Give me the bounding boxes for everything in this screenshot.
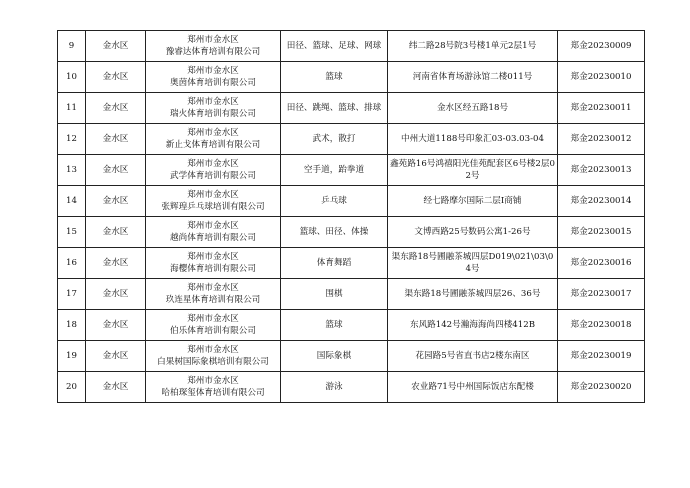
organization-line-2: 伯乐体育培训有限公司: [170, 326, 256, 336]
organization-line-1: 郑州市金水区: [187, 283, 239, 293]
organization-line-1: 郑州市金水区: [187, 314, 239, 324]
license-cell: 郑金20230009: [558, 31, 645, 62]
row-number-cell: 17: [58, 279, 86, 310]
sports-cell: 武术，散打: [281, 124, 388, 155]
license-cell: 郑金20230011: [558, 93, 645, 124]
address-cell: 纬二路28号院3号楼1单元2层1号: [388, 31, 558, 62]
organization-line-1: 郑州市金水区: [187, 221, 239, 231]
table-row: [58, 124, 645, 155]
row-number-cell: 13: [58, 155, 86, 186]
row-number-cell: 18: [58, 310, 86, 341]
sports-cell: 空手道，跆拳道: [281, 155, 388, 186]
license-cell: 郑金20230018: [558, 310, 645, 341]
license-cell: 郑金20230012: [558, 124, 645, 155]
row-number-cell: 11: [58, 93, 86, 124]
organization-line-1: 郑州市金水区: [187, 345, 239, 355]
organization-cell: [146, 62, 281, 93]
district-cell: 金水区: [86, 93, 146, 124]
district-cell: 金水区: [86, 248, 146, 279]
document-page: [57, 30, 644, 403]
row-number-cell: 20: [58, 372, 86, 403]
address-cell: 鑫苑路16号鸿禧阳光佳苑配套区6号楼2层02号: [388, 155, 558, 186]
organization-line-1: 郑州市金水区: [187, 376, 239, 386]
organization-line-2: 哈柏琛玺体育培训有限公司: [161, 388, 265, 398]
organization-cell: [146, 310, 281, 341]
row-number-cell: 15: [58, 217, 86, 248]
sports-cell: 乒乓球: [281, 186, 388, 217]
district-cell: 金水区: [86, 279, 146, 310]
sports-cell: 田径、跳绳、篮球、排球: [281, 93, 388, 124]
organization-line-2: 新止戈体育培训有限公司: [165, 140, 261, 150]
address-cell: 农业路71号中州国际饭店东配楼: [388, 372, 558, 403]
sports-cell: 围棋: [281, 279, 388, 310]
organization-cell: [146, 93, 281, 124]
table-row: [58, 279, 645, 310]
address-cell: 渠东路18号圃融茶城四层D019\021\03\04号: [388, 248, 558, 279]
row-number-cell: 14: [58, 186, 86, 217]
table-row: [58, 372, 645, 403]
organization-line-1: 郑州市金水区: [187, 252, 239, 262]
organization-line-2: 张辉瑝乒乓球培训有限公司: [161, 202, 265, 212]
row-number-cell: 9: [58, 31, 86, 62]
license-cell: 郑金20230017: [558, 279, 645, 310]
row-number-cell: 16: [58, 248, 86, 279]
sports-cell: 篮球: [281, 310, 388, 341]
organization-cell: [146, 155, 281, 186]
table-row: [58, 341, 645, 372]
district-cell: 金水区: [86, 31, 146, 62]
organization-line-2: 越尚体育培训有限公司: [170, 233, 256, 243]
organization-cell: [146, 186, 281, 217]
registry-table-body: [58, 31, 645, 403]
license-cell: 郑金20230015: [558, 217, 645, 248]
table-row: [58, 155, 645, 186]
registry-table: [57, 30, 645, 403]
organization-cell: [146, 248, 281, 279]
organization-cell: [146, 124, 281, 155]
district-cell: 金水区: [86, 372, 146, 403]
table-row: [58, 31, 645, 62]
address-cell: 中州大道1188号印象汇03-03.03-04: [388, 124, 558, 155]
district-cell: 金水区: [86, 155, 146, 186]
license-cell: 郑金20230014: [558, 186, 645, 217]
organization-cell: [146, 341, 281, 372]
row-number-cell: 12: [58, 124, 86, 155]
table-row: [58, 217, 645, 248]
sports-cell: 篮球、田径、体操: [281, 217, 388, 248]
sports-cell: 游泳: [281, 372, 388, 403]
address-cell: 经七路摩尔国际二层I商铺: [388, 186, 558, 217]
row-number-cell: 19: [58, 341, 86, 372]
organization-line-2: 玖连星体育培训有限公司: [165, 295, 261, 305]
organization-line-1: 郑州市金水区: [187, 66, 239, 76]
sports-cell: 国际象棋: [281, 341, 388, 372]
district-cell: 金水区: [86, 341, 146, 372]
organization-line-1: 郑州市金水区: [187, 97, 239, 107]
organization-cell: [146, 31, 281, 62]
organization-line-2: 瑞火体育培训有限公司: [170, 109, 256, 119]
license-cell: 郑金20230019: [558, 341, 645, 372]
address-cell: 金水区经五路18号: [388, 93, 558, 124]
address-cell: 河南省体育场游泳馆二楼011号: [388, 62, 558, 93]
organization-cell: [146, 217, 281, 248]
district-cell: 金水区: [86, 186, 146, 217]
license-cell: 郑金20230013: [558, 155, 645, 186]
table-row: [58, 186, 645, 217]
organization-line-1: 郑州市金水区: [187, 159, 239, 169]
district-cell: 金水区: [86, 217, 146, 248]
organization-line-2: 海樱体育培训有限公司: [170, 264, 256, 274]
address-cell: 花园路5号省直书店2楼东南区: [388, 341, 558, 372]
district-cell: 金水区: [86, 124, 146, 155]
district-cell: 金水区: [86, 310, 146, 341]
license-cell: 郑金20230016: [558, 248, 645, 279]
organization-line-2: 白果树国际象棋培训有限公司: [157, 357, 269, 367]
license-cell: 郑金20230010: [558, 62, 645, 93]
organization-line-1: 郑州市金水区: [187, 35, 239, 45]
organization-line-2: 武学体育培训有限公司: [170, 171, 256, 181]
table-row: [58, 93, 645, 124]
organization-cell: [146, 372, 281, 403]
sports-cell: 篮球: [281, 62, 388, 93]
table-row: [58, 248, 645, 279]
table-row: [58, 62, 645, 93]
organization-line-1: 郑州市金水区: [187, 190, 239, 200]
row-number-cell: 10: [58, 62, 86, 93]
table-row: [58, 310, 645, 341]
address-cell: 东风路142号瀚海海尚四楼412B: [388, 310, 558, 341]
address-cell: 渠东路18号圃融茶城四层26、36号: [388, 279, 558, 310]
sports-cell: 体育舞蹈: [281, 248, 388, 279]
sports-cell: 田径、篮球、足球、网球: [281, 31, 388, 62]
organization-line-2: 豫睿达体育培训有限公司: [165, 47, 261, 57]
organization-line-1: 郑州市金水区: [187, 128, 239, 138]
license-cell: 郑金20230020: [558, 372, 645, 403]
district-cell: 金水区: [86, 62, 146, 93]
address-cell: 文博西路25号数码公寓1-26号: [388, 217, 558, 248]
organization-line-2: 奥茵体育培训有限公司: [170, 78, 256, 88]
organization-cell: [146, 279, 281, 310]
